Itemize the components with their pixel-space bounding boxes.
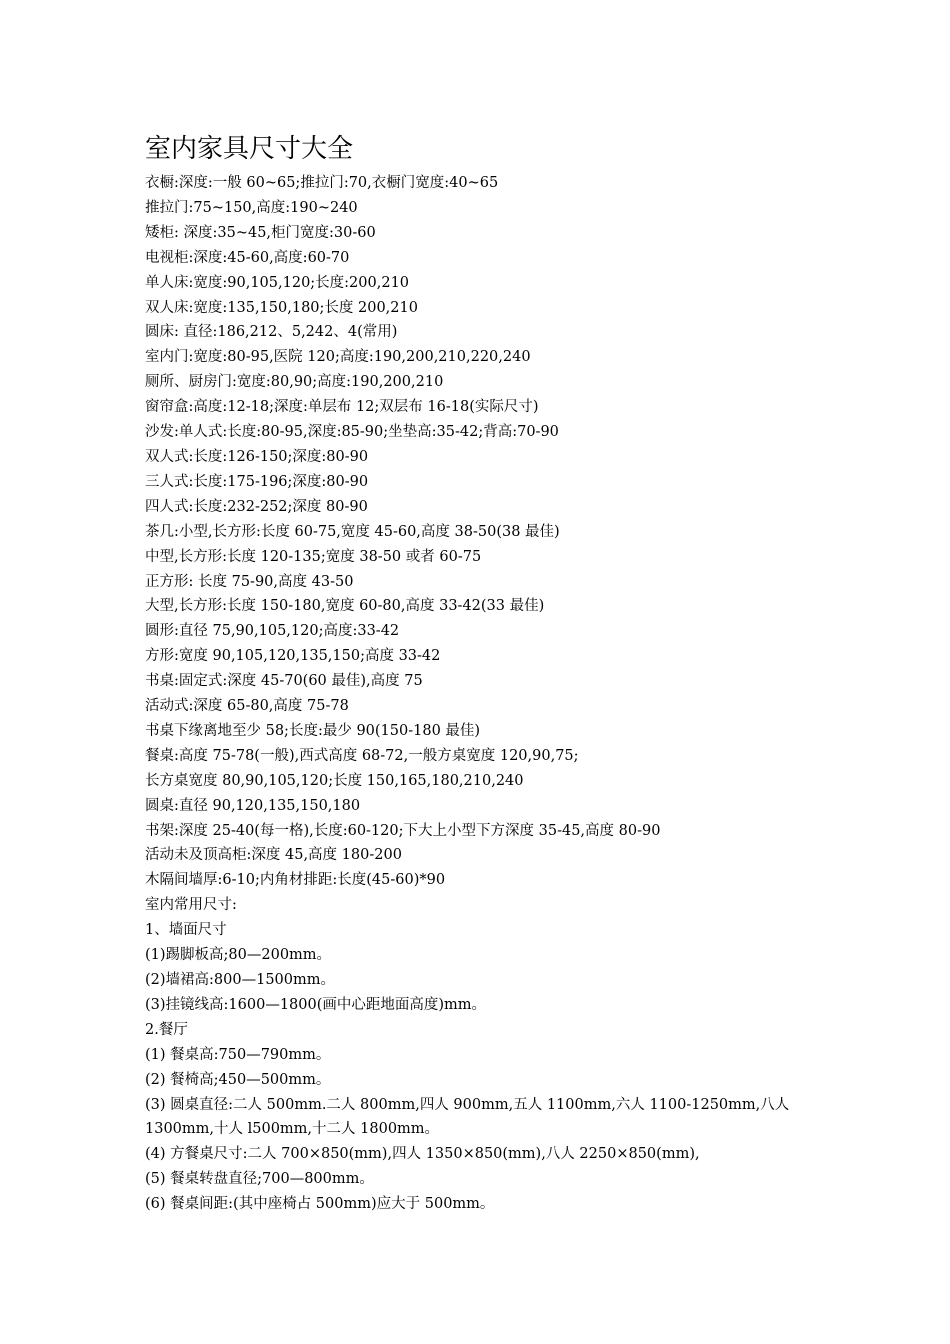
- text-line: 衣橱:深度:一般 60~65;推拉门:70,衣橱门宽度:40~65: [145, 175, 499, 191]
- text-line: 中型,长方形:长度 120-135;宽度 38-50 或者 60-75: [145, 548, 482, 565]
- text-line: 双人式:长度:126-150;深度:80-90: [145, 448, 369, 465]
- text-line: 推拉门:75~150,高度:190~240: [145, 199, 358, 216]
- text-line: 长方桌宽度 80,90,105,120;长度 150,165,180,210,240: [145, 772, 524, 789]
- text-line: 书桌:固定式:深度 45-70(60 最佳),高度 75: [145, 673, 423, 690]
- section-heading: 2.餐厅: [145, 1021, 188, 1038]
- document-title: 室内家具尺寸大全: [145, 134, 354, 164]
- text-line: (6) 餐桌间距:(其中座椅占 500mm)应大于 500mm。: [145, 1196, 495, 1213]
- text-line: (4) 方餐桌尺寸:二人 700×850(mm),四人 1350×850(mm),八人 2250×850(mm),: [145, 1146, 700, 1163]
- text-line: 茶几:小型,长方形:长度 60-75,宽度 45-60,高度 38-50(38 最佳): [145, 523, 560, 540]
- document-page: [145, 131, 825, 1217]
- text-line: (1) 餐桌高:750—790mm。: [145, 1046, 331, 1063]
- text-line: 餐桌:高度 75-78(一般),西式高度 68-72,一般方桌宽度 120,90,75;: [145, 747, 579, 764]
- text-line: 矮柜: 深度:35~45,柜门宽度:30-60: [145, 224, 376, 241]
- text-line: (5) 餐桌转盘直径;700—800mm。: [145, 1171, 374, 1188]
- section-heading: 1、墙面尺寸: [145, 922, 227, 939]
- text-line: (2) 餐椅高;450—500mm。: [145, 1071, 331, 1088]
- text-line: 沙发:单人式:长度:80-95,深度:85-90;坐垫高:35-42;背高:70-90: [145, 424, 559, 441]
- document-body: [145, 171, 825, 1217]
- text-line: 活动式:深度 65-80,高度 75-78: [145, 698, 349, 715]
- text-line: (2)墙裙高:800—1500mm。: [145, 972, 336, 988]
- text-line: 圆桌:直径 90,120,135,150,180: [145, 797, 361, 814]
- text-line: 电视柜:深度:45-60,高度:60-70: [145, 249, 350, 266]
- text-line: 圆形:直径 75,90,105,120;高度:33-42: [145, 623, 400, 640]
- text-line: 圆床: 直径:186,212、5,242、4(常用): [145, 324, 398, 341]
- section-heading: 室内常用尺寸:: [145, 897, 237, 914]
- text-line: 书桌下缘离地至少 58;长度:最少 90(150-180 最佳): [145, 722, 481, 739]
- text-line: 书架:深度 25-40(每一格),长度:60-120;下大上小型下方深度 35-45,高度 80-90: [145, 822, 661, 839]
- text-line: 窗帘盒:高度:12-18;深度:单层布 12;双层布 16-18(实际尺寸): [145, 399, 539, 416]
- text-line: 三人式:长度:175-196;深度:80-90: [145, 473, 369, 490]
- text-line: 方形:宽度 90,105,120,135,150;高度 33-42: [145, 648, 441, 665]
- text-line: (3) 圆桌直径:二人 500mm.二人 800mm,四人 900mm,五人 1100mm,六人 1100-1250mm,八人 1300mm,十人 l500mm,十二人 1800mm。: [145, 1096, 790, 1138]
- text-line: 双人床:宽度:135,150,180;长度 200,210: [145, 299, 418, 316]
- text-line: 室内门:宽度:80-95,医院 120;高度:190,200,210,220,240: [145, 349, 531, 366]
- text-line: 活动未及顶高柜:深度 45,高度 180-200: [145, 847, 402, 864]
- text-line: (1)踢脚板高;80—200mm。: [145, 947, 332, 964]
- text-line: 厕所、厨房门:宽度:80,90;高度:190,200,210: [145, 374, 444, 391]
- text-line: 大型,长方形:长度 150-180,宽度 60-80,高度 33-42(33 最佳): [145, 598, 545, 615]
- text-line: 四人式:长度:232-252;深度 80-90: [145, 498, 368, 515]
- text-line: (3)挂镜线高:1600—1800(画中心距地面高度)mm。: [145, 996, 487, 1013]
- text-line: 单人床:宽度:90,105,120;长度:200,210: [145, 274, 410, 291]
- text-line: 正方形: 长度 75-90,高度 43-50: [145, 573, 354, 590]
- text-line: 木隔间墙厚:6-10;内角材排距:长度(45-60)*90: [145, 872, 446, 889]
